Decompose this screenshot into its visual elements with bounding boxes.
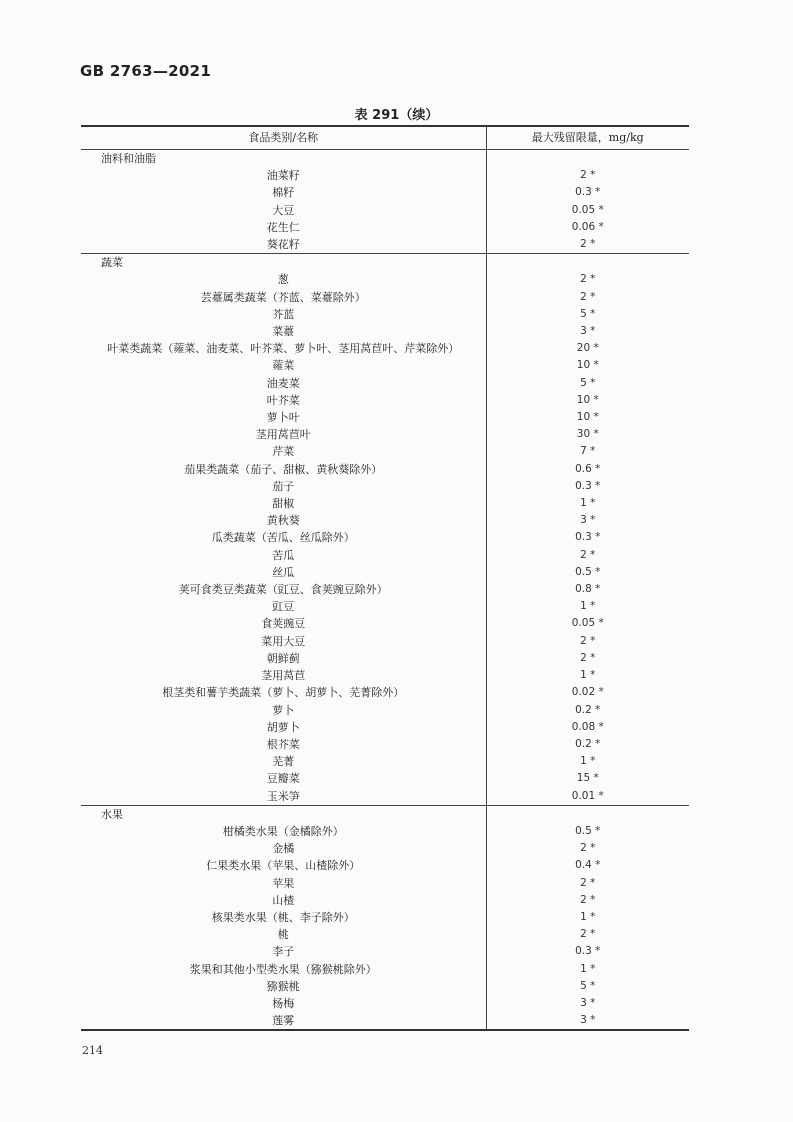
food-name: 柑橘类水果（金橘除外） (81, 823, 486, 840)
food-name: 丝瓜 (81, 564, 486, 581)
table-row (81, 306, 689, 323)
page-number: 214 (82, 1044, 103, 1057)
table-row (81, 978, 689, 995)
food-name: 瓜类蔬菜（苦瓜、丝瓜除外） (81, 529, 486, 546)
food-name: 豆瓣菜 (81, 770, 486, 787)
mrl-value: 0.02 * (571, 686, 604, 699)
table-row (81, 167, 689, 184)
table-row (81, 840, 689, 857)
category-value-cell (486, 805, 689, 823)
category-row (81, 254, 689, 272)
food-name: 叶芥菜 (81, 392, 486, 409)
table-row (81, 323, 689, 340)
table-row (81, 1012, 689, 1030)
mrl-value: 3 * (580, 996, 596, 1009)
mrl-value: 0.5 * (575, 824, 601, 837)
table-row (81, 392, 689, 409)
mrl-value: 2 * (580, 876, 596, 889)
food-name: 萝卜 (81, 702, 486, 719)
mrl-value: 2 * (580, 548, 596, 561)
mrl-value: 1 * (580, 755, 596, 768)
food-name: 荚可食类豆类蔬菜（豇豆、食荚豌豆除外） (81, 581, 486, 598)
table-row (81, 961, 689, 978)
column-header-mrl: 最大残留限量，mg/kg (486, 126, 689, 150)
food-name: 葵花籽 (81, 236, 486, 254)
food-name: 桃 (81, 926, 486, 943)
mrl-value: 5 * (580, 376, 596, 389)
mrl-value: 1 * (580, 962, 596, 975)
mrl-value: 0.3 * (575, 479, 601, 492)
food-name: 茎用莴苣 (81, 667, 486, 684)
food-name: 大豆 (81, 202, 486, 219)
food-name: 花生仁 (81, 219, 486, 236)
table-row (81, 547, 689, 564)
table-row (81, 461, 689, 478)
mrl-value: 10 * (576, 411, 599, 424)
table-row (81, 564, 689, 581)
mrl-value: 0.01 * (571, 789, 604, 802)
food-name: 胡萝卜 (81, 719, 486, 736)
food-name: 李子 (81, 943, 486, 960)
table-row (81, 340, 689, 357)
mrl-value: 2 * (580, 842, 596, 855)
mrl-value: 2 * (580, 238, 596, 251)
food-name: 油菜籽 (81, 167, 486, 184)
mrl-value: 0.3 * (575, 531, 601, 544)
category-label: 水果 (81, 805, 486, 823)
food-name: 茄子 (81, 478, 486, 495)
food-name: 油麦菜 (81, 375, 486, 392)
food-name: 玉米笋 (81, 788, 486, 806)
food-name: 根芥菜 (81, 736, 486, 753)
category-label: 油料和油脂 (81, 150, 486, 168)
table-row (81, 823, 689, 840)
food-name: 菜薹 (81, 323, 486, 340)
mrl-value: 2 * (580, 651, 596, 664)
mrl-value: 0.08 * (571, 720, 604, 733)
food-name: 朝鲜蓟 (81, 650, 486, 667)
table-row (81, 581, 689, 598)
category-value-cell (486, 254, 689, 272)
food-name: 叶菜类蔬菜（蕹菜、油麦菜、叶芥菜、萝卜叶、茎用莴苣叶、芹菜除外） (81, 340, 486, 357)
table-row (81, 236, 689, 254)
mrl-value: 2 * (580, 290, 596, 303)
table-row (81, 271, 689, 288)
mrl-value: 2 * (580, 169, 596, 182)
mrl-value: 0.8 * (575, 583, 601, 596)
table-row (81, 409, 689, 426)
mrl-value: 0.3 * (575, 945, 601, 958)
mrl-value: 1 * (580, 600, 596, 613)
food-name: 豇豆 (81, 598, 486, 615)
table-row (81, 219, 689, 236)
mrl-value: 0.5 * (575, 565, 601, 578)
column-header-food-category: 食品类别/名称 (81, 126, 486, 150)
food-name: 山楂 (81, 892, 486, 909)
mrl-value: 0.2 * (575, 703, 601, 716)
table-row (81, 598, 689, 615)
table-row (81, 495, 689, 512)
table-row (81, 633, 689, 650)
mrl-value: 15 * (576, 772, 599, 785)
mrl-value: 0.6 * (575, 462, 601, 475)
food-name: 茄果类蔬菜（茄子、甜椒、黄秋葵除外） (81, 461, 486, 478)
food-name: 猕猴桃 (81, 978, 486, 995)
food-name: 杨梅 (81, 995, 486, 1012)
table-row (81, 184, 689, 201)
table-row (81, 478, 689, 495)
category-row (81, 805, 689, 823)
mrl-value: 3 * (580, 514, 596, 527)
mrl-value: 20 * (576, 342, 599, 355)
mrl-value: 1 * (580, 669, 596, 682)
table-row (81, 909, 689, 926)
mrl-value: 0.05 * (571, 203, 604, 216)
table-row (81, 443, 689, 460)
table-row (81, 202, 689, 219)
mrl-value: 1 * (580, 910, 596, 923)
table-row (81, 943, 689, 960)
food-name: 茎用莴苣叶 (81, 426, 486, 443)
food-name: 仁果类水果（苹果、山楂除外） (81, 857, 486, 874)
residue-limit-table (81, 125, 689, 1031)
table-row (81, 667, 689, 684)
food-name: 萝卜叶 (81, 409, 486, 426)
mrl-value: 2 * (580, 273, 596, 286)
table-row (81, 926, 689, 943)
mrl-value: 2 * (580, 893, 596, 906)
food-name: 芹菜 (81, 443, 486, 460)
food-name: 金橘 (81, 840, 486, 857)
table-row (81, 426, 689, 443)
table-row (81, 289, 689, 306)
mrl-value: 10 * (576, 393, 599, 406)
mrl-value: 1 * (580, 497, 596, 510)
table-row (81, 650, 689, 667)
mrl-value: 5 * (580, 979, 596, 992)
food-name: 黄秋葵 (81, 512, 486, 529)
food-name: 芥蓝 (81, 306, 486, 323)
food-name: 蕹菜 (81, 357, 486, 374)
table-row (81, 512, 689, 529)
table-row (81, 702, 689, 719)
table-row (81, 357, 689, 374)
mrl-value: 10 * (576, 359, 599, 372)
mrl-value: 3 * (580, 325, 596, 338)
mrl-value: 2 * (580, 634, 596, 647)
food-name: 甜椒 (81, 495, 486, 512)
food-name: 根茎类和薯芋类蔬菜（萝卜、胡萝卜、芜菁除外） (81, 684, 486, 701)
mrl-value: 5 * (580, 307, 596, 320)
mrl-value: 0.2 * (575, 737, 601, 750)
mrl-value: 0.3 * (575, 186, 601, 199)
table-row (81, 615, 689, 632)
table-row (81, 753, 689, 770)
food-name: 棉籽 (81, 184, 486, 201)
food-name: 芜菁 (81, 753, 486, 770)
mrl-value: 0.06 * (571, 220, 604, 233)
mrl-value: 30 * (576, 428, 599, 441)
food-name: 芸薹属类蔬菜（芥蓝、菜薹除外） (81, 289, 486, 306)
mrl-value: 7 * (580, 445, 596, 458)
mrl-value: 0.4 * (575, 859, 601, 872)
table-row (81, 770, 689, 787)
food-name: 食荚豌豆 (81, 615, 486, 632)
food-name: 苦瓜 (81, 547, 486, 564)
category-label: 蔬菜 (81, 254, 486, 272)
table-row (81, 719, 689, 736)
food-name: 葱 (81, 271, 486, 288)
table-body (81, 150, 689, 1031)
food-name: 核果类水果（桃、李子除外） (81, 909, 486, 926)
food-name: 苹果 (81, 875, 486, 892)
table-row (81, 857, 689, 874)
table-caption: 表 291（续） (354, 108, 439, 123)
table-row (81, 736, 689, 753)
mrl-value: 0.05 * (571, 617, 604, 630)
table-row (81, 875, 689, 892)
category-row (81, 150, 689, 168)
table-row (81, 995, 689, 1012)
table-row (81, 684, 689, 701)
food-name: 莲雾 (81, 1012, 486, 1030)
table-row (81, 788, 689, 806)
table-row (81, 375, 689, 392)
food-name: 菜用大豆 (81, 633, 486, 650)
category-value-cell (486, 150, 689, 168)
table-row (81, 529, 689, 546)
mrl-value: 2 * (580, 928, 596, 941)
table-header-row (81, 126, 689, 150)
table-row (81, 892, 689, 909)
standard-number: GB 2763—2021 (80, 62, 212, 80)
mrl-value: 3 * (486, 1012, 689, 1030)
food-name: 浆果和其他小型类水果（猕猴桃除外） (81, 961, 486, 978)
